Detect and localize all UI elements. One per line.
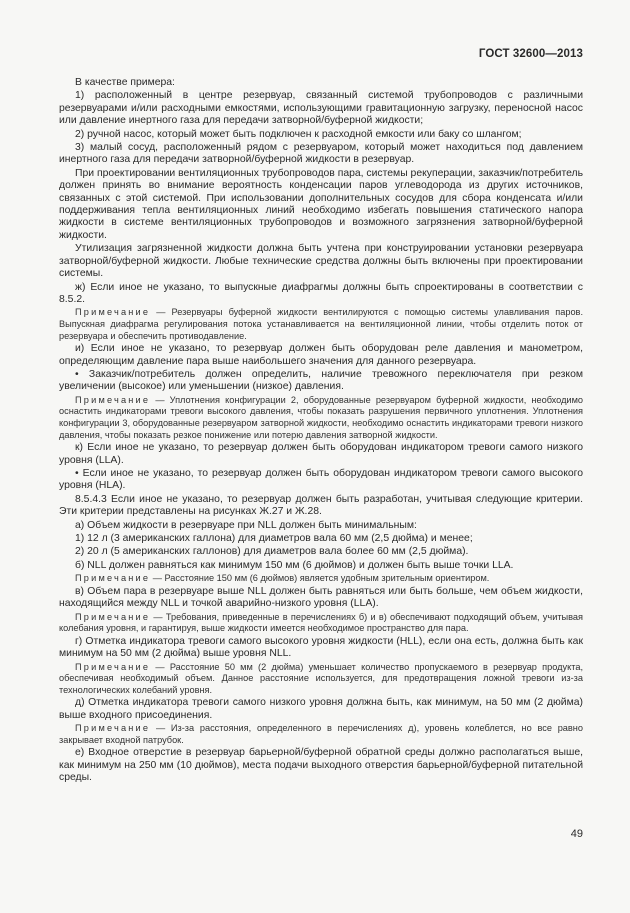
note-label: Примечание [75,611,151,622]
body-paragraph: и) Если иное не указано, то резервуар должен быть оборудован реле давления и манометром, определяющим давление пара выше наибольшего значения для данного резервуара. [59,343,583,367]
body-paragraph: 2) ручной насос, который может быть подключен к расходной емкости или баку со шлангом; [75,128,522,140]
note-text: — Расстояние 150 мм (6 дюймов) является удобным зрительным ориентиром. [150,573,490,584]
page-body-text [59,77,583,785]
body-paragraph: б) NLL должен равняться как минимум 150 мм (6 дюймов) и должен быть выше точки LLA. [75,559,514,571]
standard-designation: ГОСТ 32600—2013 [478,48,583,60]
note-label: Примечание [75,661,151,672]
note-label: Примечание [75,723,151,734]
body-paragraph: В качестве примера: [75,77,175,88]
page-number: 49 [570,828,583,840]
note-paragraph [59,307,583,342]
body-paragraph: • Заказчик/потребитель должен определить, наличие тревожного переключателя при резком увеличении (высокое) или уменьшении (низкое) давления. [59,368,583,393]
body-paragraph: 1) 12 л (3 американских галлона) для диаметров вала 60 мм (2,5 дюйма) и менее; [75,532,473,544]
note-label: Примечание [75,394,151,405]
note-paragraph [59,612,583,635]
body-paragraph: При проектировании вентиляционных трубопроводов пара, системы рекуперации, заказчик/потребитель должен принять во внимание вероятность конденсации паров углеводорода из других источников, связанных с этой системой. При использовании дополнительных сосудов для сбора конденсата и/или поддерживания тепла вентиляционных линий необходимо избегать повышения статического напора жидкости в системе вентиляционных трубопроводов и возможного загрязнения затворной/буферной жидкости. [59,167,583,241]
body-paragraph: г) Отметка индикатора тревоги самого высокого уровня жидкости (HLL), если она есть, должна быть как минимум на 50 мм (2 дюйма) выше уровня NLL. [59,635,583,660]
body-paragraph: 1) расположенный в центре резервуар, связанный системой трубопроводов с различными резервуарами и/или расходными емкостями, использующими гравитационную загрузку, переносной насос или давление инертного газа для передачи затворной/буферной жидкости; [59,90,583,127]
body-paragraph: в) Объем пара в резервуаре выше NLL должен быть равняться или быть больше, чем объем жидкости, находящийся между NLL и точкой аварийно-низкого уровня (LLA). [59,585,583,610]
body-paragraph: Утилизация загрязненной жидкости должна быть учтена при конструировании установки резервуара затворной/буферной жидкости. Любые технические средства должны быть включены при проектировании системы. [59,243,583,280]
note-text: — Требования, приведенные в перечислениях б) и в) обеспечивают подходящий объем, учитывая колебания уровня, и гарантируя, выше жидкости имеется необходимое пространство для пара. [59,611,583,634]
body-paragraph: 8.5.4.3 Если иное не указано, то резервуар должен быть разработан, учитывая следующие критерии. Эти критерии представлены на рисунках Ж.27 и Ж.28. [59,493,583,518]
note-label: Примечание [75,307,151,318]
body-paragraph: д) Отметка индикатора тревоги самого низкого уровня должна быть, как минимум, на 50 мм (2 дюйма) выше входного присоединения. [59,697,583,721]
note-paragraph [59,395,583,441]
body-paragraph: ж) Если иное не указано, то выпускные диафрагмы должны быть спроектированы в соответствии с 8.5.2. [59,281,583,305]
note-paragraph [59,573,583,585]
note-text: — Уплотнения конфигурации 2, оборудованные резервуаром буферной жидкости, необходимо оснастить индикаторами тревоги высокого давления, чтобы показать разрушения первичного уплотнения. Уплотнения конфигурации 3, оборудованные резервуаром затворной жидкости, необходимо оснастить индикаторами тревоги низкого давления, чтобы показать резкое понижение или потерю давления затворной жидкости. [59,394,583,440]
body-paragraph: к) Если иное не указано, то резервуар должен быть оборудован индикатором тревоги самого низкого уровня (LLA). [59,442,583,466]
note-paragraph [59,723,583,746]
body-paragraph: 2) 20 л (5 американских галлонов) для диаметров вала более 60 мм (2,5 дюйма). [75,546,469,558]
note-text: — Из-за расстояния, определенного в перечислениях д), уровень колеблется, но все равно закрывает входной патрубок. [59,723,583,745]
note-text: — Расстояние 50 мм (2 дюйма) уменьшает количество пропускаемого в резервуар продукта, обеспечивая необходимый объем. Данное расстояние используется, для предотвращения ложной тревоги из-за технологических колебаний уровня. [59,661,583,695]
body-paragraph: а) Объем жидкости в резервуаре при NLL должен быть минимальным: [75,519,417,531]
note-label: Примечание [75,573,151,584]
body-paragraph: е) Входное отверстие в резервуар барьерной/буферной обратной среды должно располагаться выше, как минимум на 250 мм (10 дюймов), места подачи выходного отверстия барьерной/буферной питательной среды. [59,747,583,784]
note-text: — Резервуары буферной жидкости вентилируются с помощью системы улавливания паров. Выпускная диафрагма регулирования потока устанавливается на вентиляционной линии, чтобы отделить поток от резервуара и обеспечить противодавление. [59,307,583,341]
note-paragraph [59,662,583,697]
body-paragraph: 3) малый сосуд, расположенный рядом с резервуаром, который может находиться под давлением инертного газа для передачи затворной/буферной жидкости в резервуар. [59,142,583,166]
body-paragraph: • Если иное не указано, то резервуар должен быть оборудован индикатором тревоги самого высокого уровня (HLA). [59,467,583,492]
